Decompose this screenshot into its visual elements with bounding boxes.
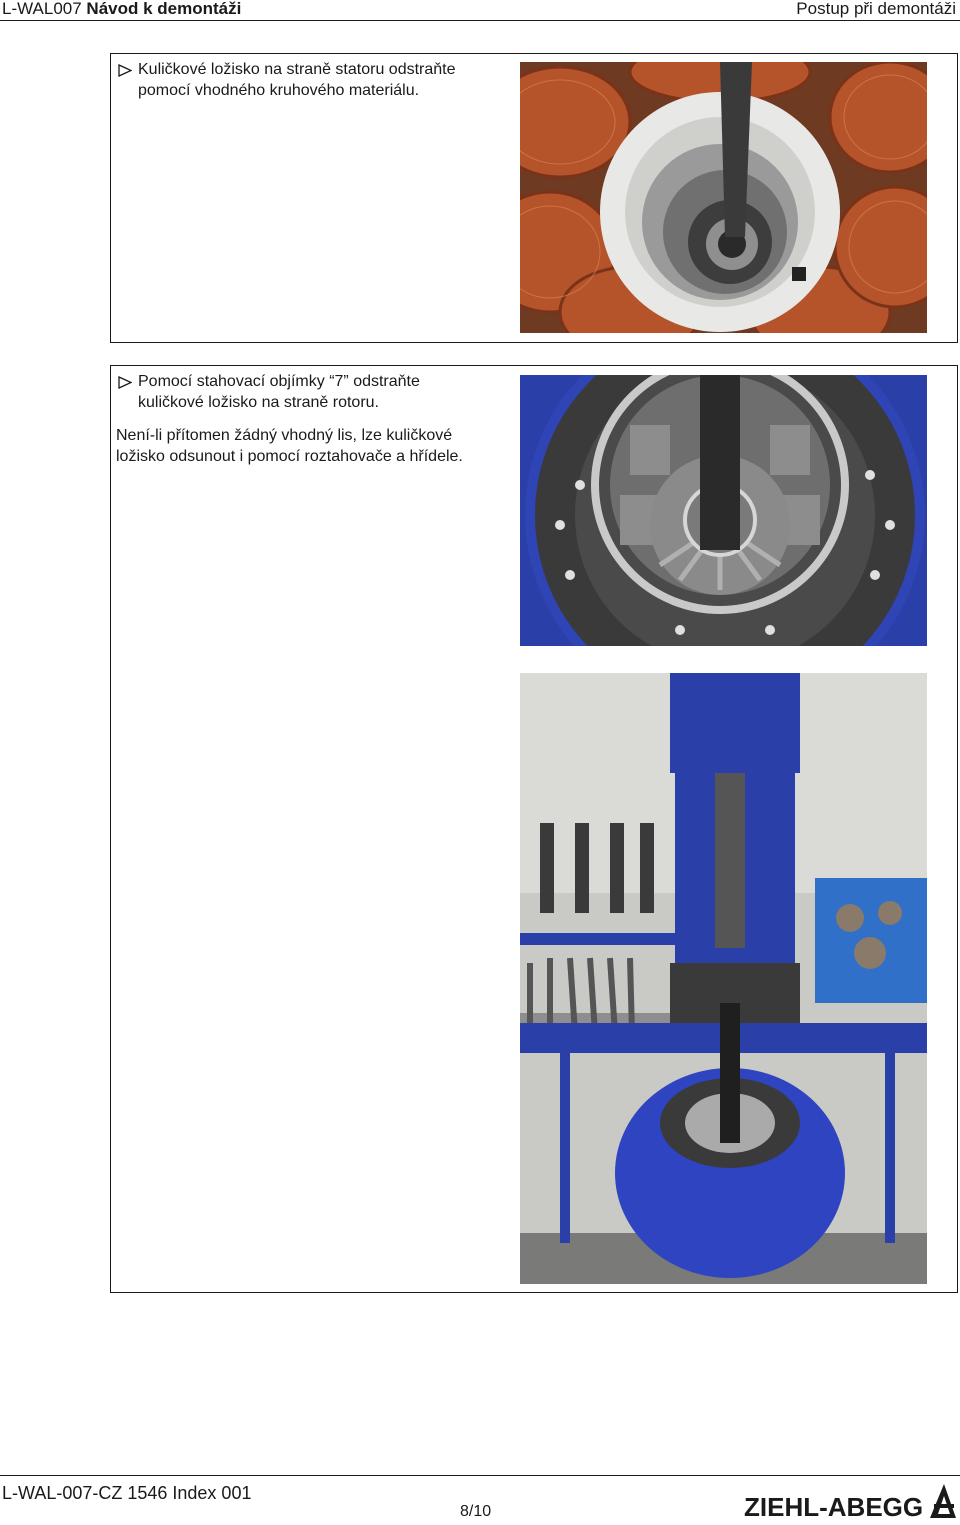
stator-bearing-photo [520,62,927,333]
rotor-bearing-photo [520,375,927,646]
step-1-line-2: pomocí vhodného kruhového materiálu. [138,82,420,99]
step-2-text [116,371,516,467]
step-2-line-2: kuličkové ložisko na straně rotoru. [138,394,379,411]
logo-mark-icon [930,1484,956,1518]
footer-divider [0,1475,960,1476]
doc-id: L-WAL-007-CZ 1546 Index 001 [2,1483,252,1503]
arrow-icon [116,371,138,413]
step-1-text [116,59,506,101]
doc-title: Návod k demontáži [86,0,242,18]
ziehl-abegg-logo [744,1480,956,1525]
section-title: Postup při demontáži [796,0,956,18]
step-1-line-1: Kuličkové ložisko na straně statoru odstraňte [138,61,456,78]
arrow-icon [116,59,138,101]
step-2-note-line-2: ložisko odsunout i pomocí roztahovače a hřídele. [116,448,463,465]
step-2-note-line-1: Není-li přítomen žádný vhodný lis, lze kuličkové [116,427,453,444]
page-header [0,0,960,21]
logo-text: ZIEHL-ABEGG [744,1492,924,1520]
step-2-line-1: Pomocí stahovací objímky “7” odstraňte [138,373,420,390]
doc-code: L-WAL007 [2,0,82,18]
press-photo [520,673,927,1284]
page-number: 8/10 [460,1503,492,1520]
header-title [2,0,241,18]
